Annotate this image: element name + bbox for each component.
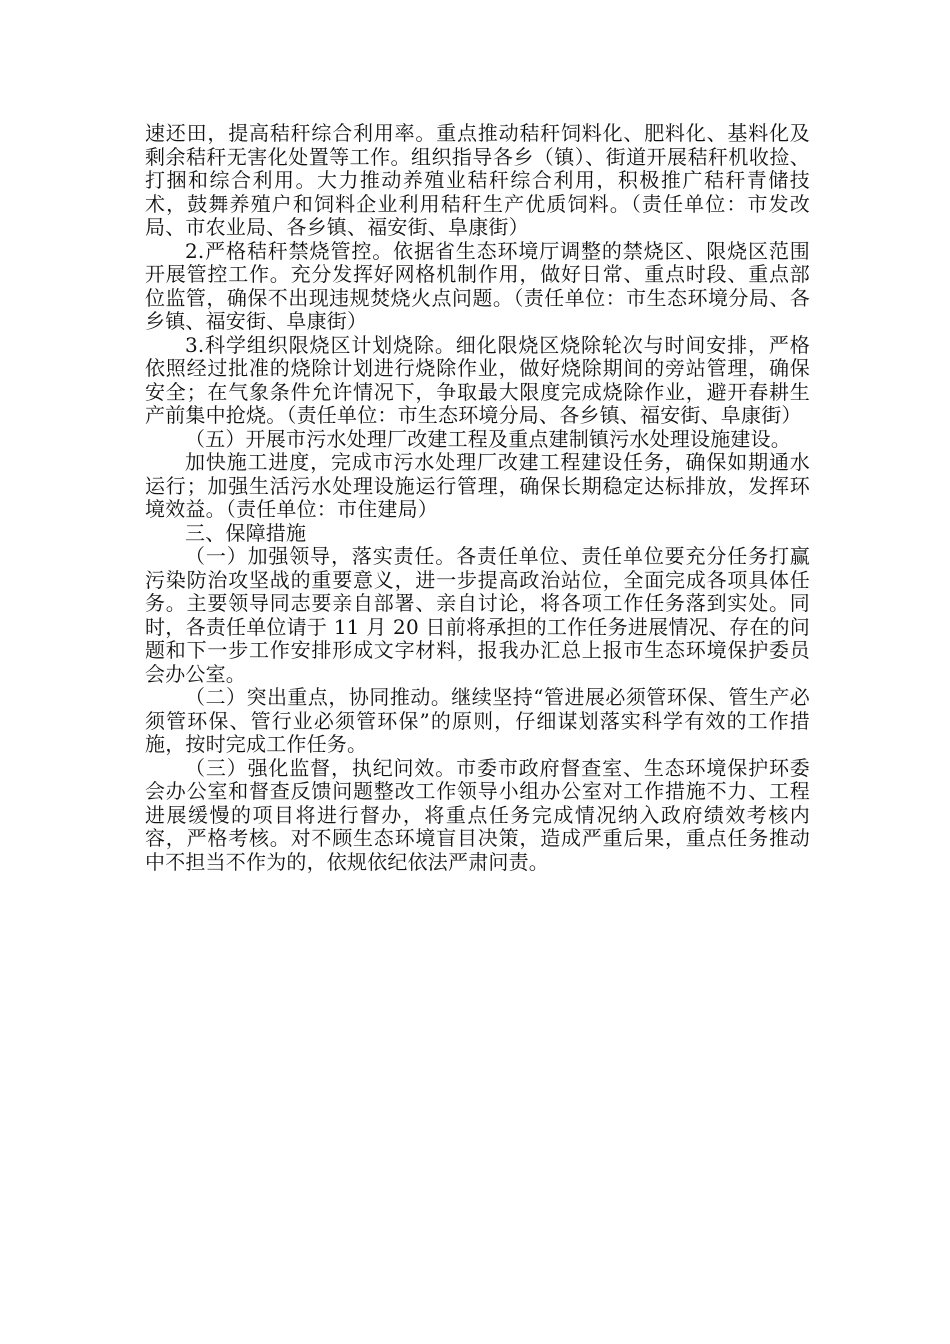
paragraph-straw-utilization: 速还田，提高秸秆综合利用率。重点推动秸秆饲料化、肥料化、基料化及剩余秸秆无害化处置等工作。组织指导各乡（镇）、街道开展秸秆机收捡、打捆和综合利用。大力推动养殖业秸秆综合利用，积极推广秸秆青储技术，鼓舞养殖户和饲料企业利用秸秆生产优质饲料。（责任单位：市发改局、市农业局、各乡镇、福安街、阜康街） — [145, 121, 810, 239]
paragraph-supervision: （三）强化监督，执纪问效。市委市政府督查室、生态环境保护环委会办公室和督查反馈问题整改工作领导小组办公室对工作措施不力、工程进展缓慢的项目将进行督办，将重点任务完成情况纳入政府绩效考核内容，严格考核。对不顾生态环境盲目决策，造成严重后果，重点任务推动中不担当不作为的，依规依纪依法严肃问责。 — [145, 755, 810, 874]
section-heading-safeguards: 三、保障措施 — [185, 520, 307, 545]
paragraph-key-points: （二）突出重点，协同推动。继续坚持“管进展必须管环保、管生产必须管环保、管行业必须管环保”的原则，仔细谋划落实科学有效的工作措施，按时完成工作任务。 — [145, 685, 810, 756]
paragraph-straw-burning-control: 2.严格秸秆禁烧管控。依据省生态环境厅调整的禁烧区、限烧区范围开展管控工作。充分发挥好网格机制作用，做好日常、重点时段、重点部位监管，确保不出现违规焚烧火点问题。（责任单位：市生态环境分局、各乡镇、福安街、阜康街） — [145, 238, 810, 333]
document-body — [145, 122, 810, 874]
paragraph-section-five-heading: （五）开展市污水处理厂改建工程及重点建制镇污水处理设施建设。 — [185, 426, 791, 451]
paragraph-planned-burning: 3.科学组织限烧区计划烧除。细化限烧区烧除轮次与时间安排，严格依照经过批准的烧除计划进行烧除作业，做好烧除期间的旁站管理，确保安全；在气象条件允许情况下，争取最大限度完成烧除作业，避开春耕生产前集中抢烧。（责任单位：市生态环境分局、各乡镇、福安街、阜康街） — [145, 332, 810, 427]
paragraph-leadership: （一）加强领导，落实责任。各责任单位、责任单位要充分任务打赢污染防治攻坚战的重要意义，进一步提高政治站位，全面完成各项具体任务。主要领导同志要亲自部署、亲自讨论，将各项工作任务落到实处。同时，各责任单位请于 11 月 20 日前将承担的工作任务进展情况、存在的问题和下一步工作安排形成文字材料，报我办汇总上报市生态环境保护委员会办公室。 — [145, 544, 810, 686]
paragraph-sewage-construction: 加快施工进度，完成市污水处理厂改建工程建设任务，确保如期通水运行；加强生活污水处理设施运行管理，确保长期稳定达标排放，发挥环境效益。（责任单位：市住建局） — [145, 450, 810, 521]
